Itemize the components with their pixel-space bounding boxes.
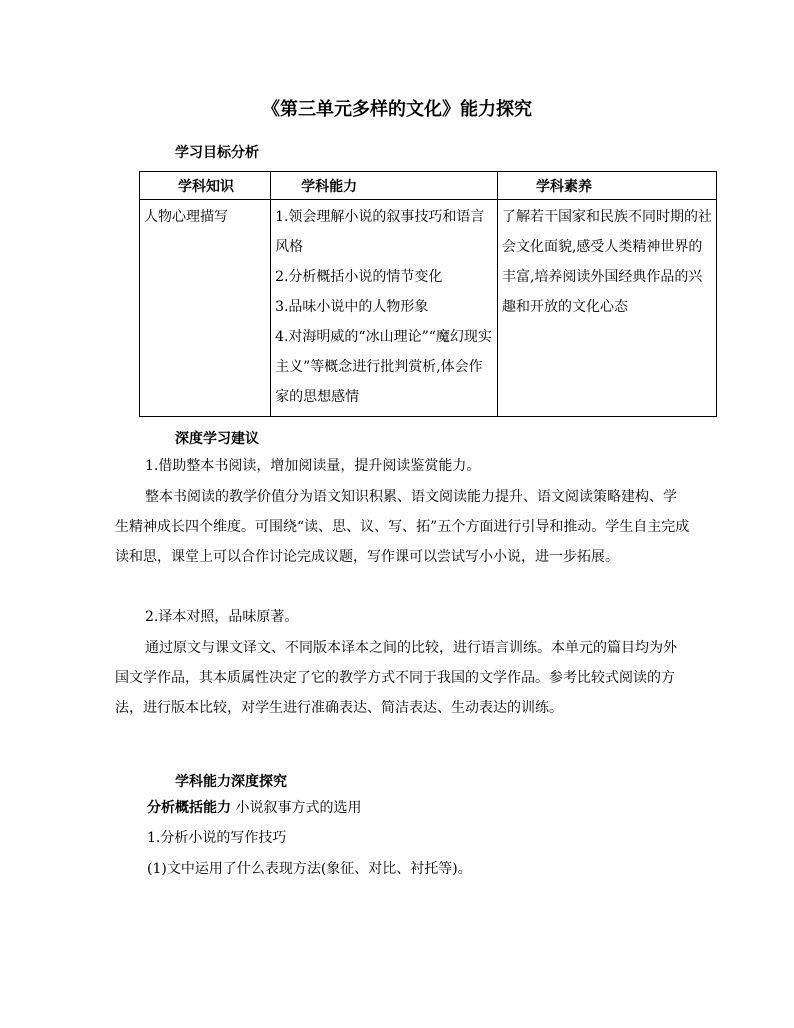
- ability-item: 3.品味小说中的人物形象: [275, 299, 429, 315]
- table-row: [140, 200, 717, 417]
- ability-item: 1.领会理解小说的叙事技巧和语言风格: [275, 209, 485, 255]
- header-knowledge: 学科知识: [140, 172, 271, 200]
- header-ability: 学科能力: [271, 172, 498, 200]
- ability-text: 小说叙事方式的选用: [235, 800, 362, 816]
- ability-item: 2.分析概括小说的情节变化: [275, 269, 443, 285]
- section-heading-suggestions: 深度学习建议: [175, 431, 259, 447]
- suggestion-item-2: 2.译本对照，品味原著。: [145, 609, 299, 625]
- cell-knowledge: 人物心理描写: [140, 200, 271, 417]
- suggestion-paragraph-1: 整本书阅读的教学价值分为语文知识积累、语文阅读能力提升、语文阅读策略建构、学生精神成长四个维度。可围绕“读、思、议、写、拓”五个方面进行引导和推动。学生自主完成读和思，课堂上可以合作讨论完成议题，写作课可以尝试写小小说，进一步拓展。: [115, 489, 690, 565]
- suggestion-item-1: 1.借助整本书阅读，增加阅读量，提升阅读鉴赏能力。: [145, 458, 481, 474]
- ability-line: [147, 793, 361, 823]
- ability-label: 分析概括能力: [147, 800, 231, 816]
- header-literacy: 学科素养: [497, 172, 716, 200]
- cell-literacy: 了解若干国家和民族不同时期的社会文化面貌,感受人类精神世界的丰富,培养阅读外国经典作品的兴趣和开放的文化心态: [497, 200, 716, 417]
- section-heading-objectives: 学习目标分析: [175, 145, 259, 161]
- section-heading-exploration: 学科能力深度探究: [175, 774, 287, 790]
- cell-abilities: [271, 200, 498, 417]
- ability-item: 4.对海明威的“冰山理论”“魔幻现实主义”等概念进行批判赏析,体会作家的思想感情: [275, 329, 492, 405]
- exploration-subitem-1: (1)文中运用了什么表现方法(象征、对比、衬托等)。: [147, 861, 472, 877]
- table-header-row: [140, 172, 717, 200]
- suggestion-paragraph-2: 通过原文与课文译文、不同版本译本之间的比较，进行语言训练。本单元的篇目均为外国文学作品，其本质属性决定了它的教学方式不同于我国的文学作品。参考比较式阅读的方法，进行版本比较，对学生进行准确表达、简洁表达、生动表达的训练。: [115, 640, 677, 716]
- page-title: 《第三单元多样的文化》能力探究: [262, 99, 532, 120]
- exploration-item-1: 1.分析小说的写作技巧: [147, 830, 287, 846]
- objectives-table: [139, 171, 717, 417]
